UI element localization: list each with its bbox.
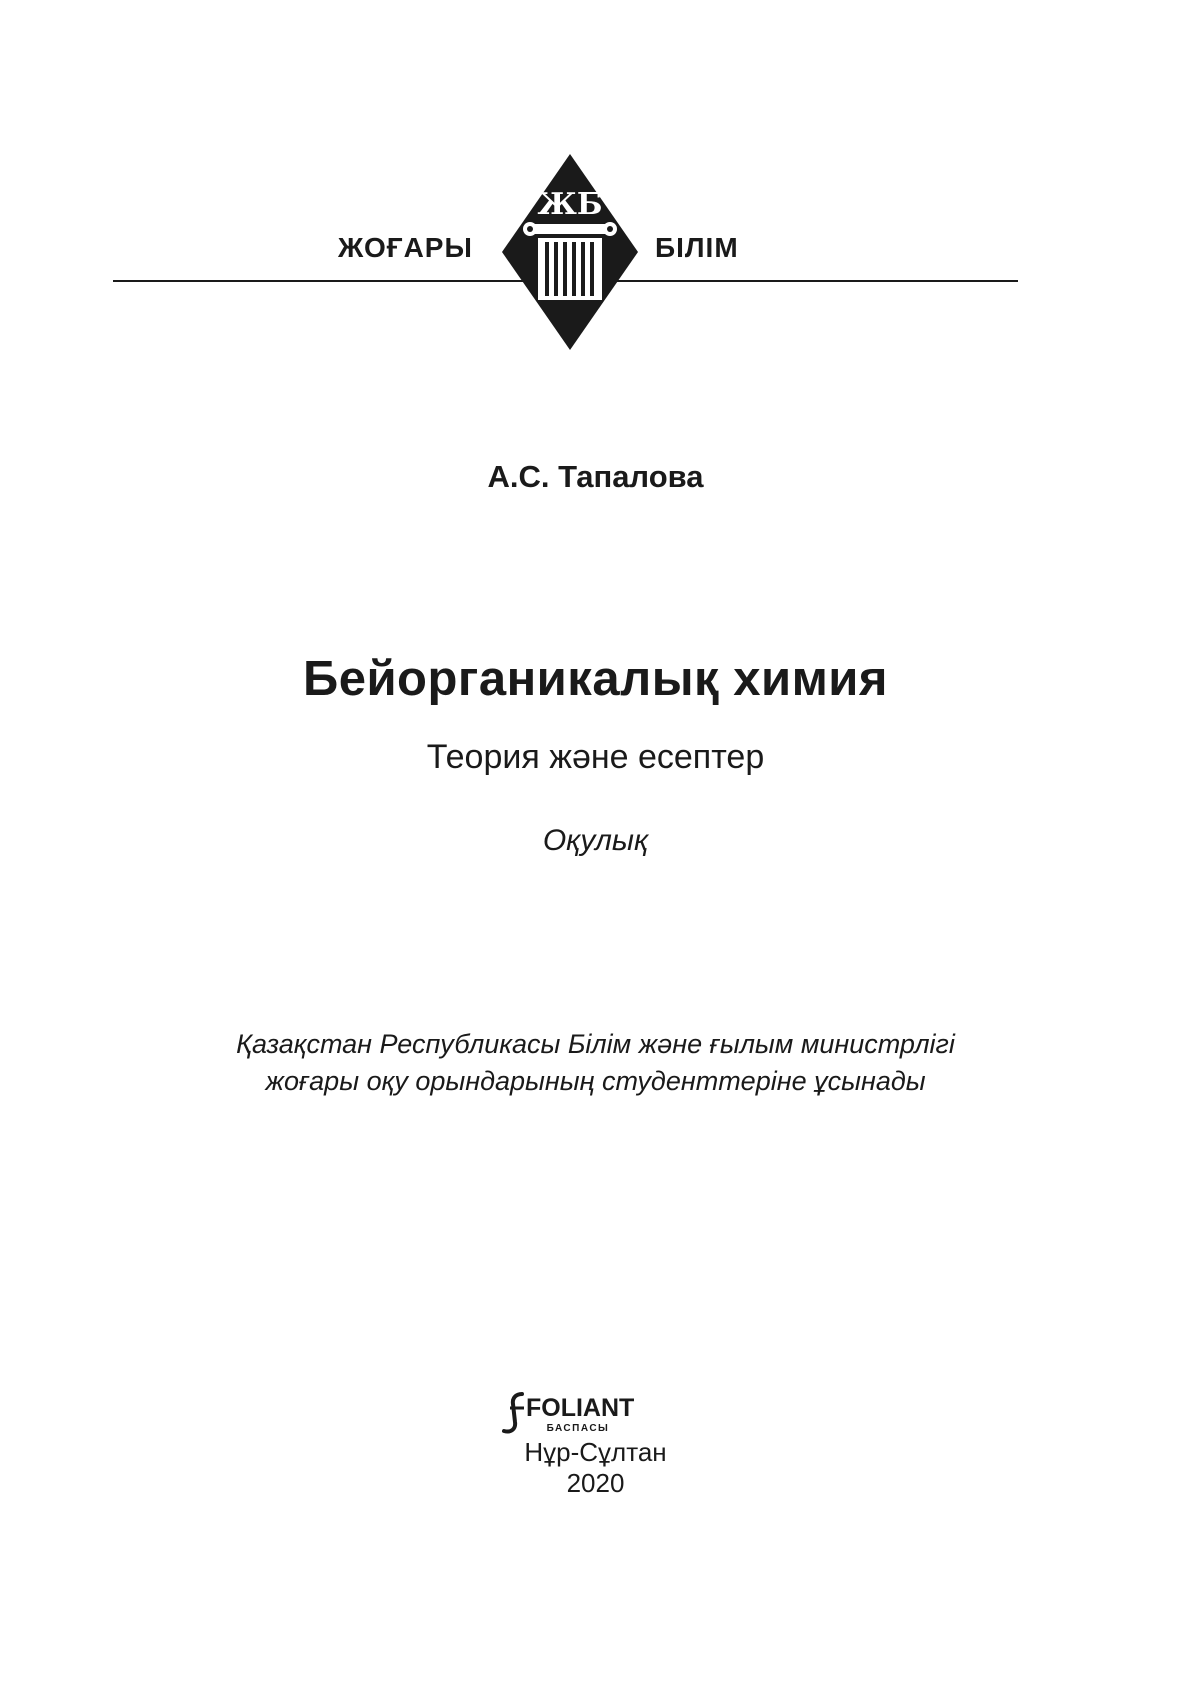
- publisher-sub: БАСПАСЫ: [546, 1423, 610, 1434]
- series-emblem-icon: [500, 152, 640, 352]
- publication-year: 2020: [566, 1468, 625, 1498]
- series-left-word: ЖОҒАРЫ: [338, 232, 473, 263]
- publisher-logo-icon: [500, 1388, 640, 1438]
- series-emblem-mark: ЖБ: [537, 187, 603, 222]
- publication-city: Нұр-Сұлтан: [524, 1437, 667, 1467]
- publisher-name: FOLIANT: [526, 1394, 635, 1422]
- recommendation-line-2: жоғары оқу орындарының студенттеріне ұсынады: [265, 1066, 926, 1096]
- recommendation-line-1: Қазақстан Республикасы Білім және ғылым министрлігі: [236, 1029, 955, 1059]
- book-subtitle: Теория және есептер: [426, 738, 765, 776]
- series-header: [0, 0, 1191, 360]
- series-right-word: БІЛІМ: [655, 232, 739, 263]
- document-type: Оқулық: [542, 824, 649, 857]
- book-title: Бейорганикалық химия: [302, 652, 889, 706]
- author-name: А.С. Тапалова: [487, 459, 704, 494]
- ministry-recommendation: [0, 1026, 1191, 1100]
